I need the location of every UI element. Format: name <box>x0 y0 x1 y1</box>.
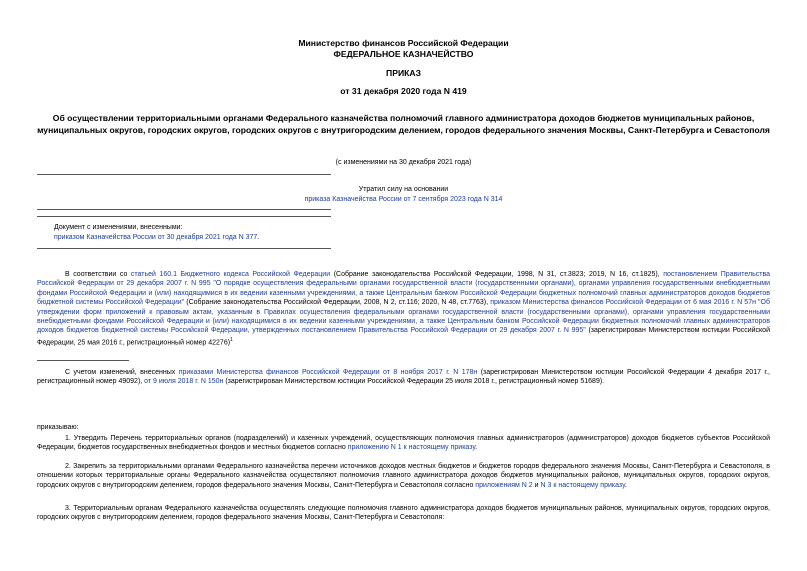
document-date-number: от 31 декабря 2020 года N 419 <box>340 86 467 96</box>
government-decree-link[interactable]: постановлением Правительства Российской Федерации от 29 декабря 2007 г. N 995 "О порядке осуществления федеральными органами государственной власти (государственными органами), органами управления государственными внебюджетными фондами Российской Федерации и (или) находящимися в их ведении казенными учреждениями, а также Центральным банком Российской Федерации бюджетных полномочий главных администраторов доходов бюджетов бюджетной системы Российской Федерации" <box>37 271 770 307</box>
order-word: приказываю: <box>37 424 79 431</box>
footnote-text: (зарегистрирован Министерством юстиции Российской Федерации 4 декабря 2017 г., регистрационный номер 49092), <box>37 369 770 386</box>
minfin-178n-link[interactable]: приказами Министерства финансов Российской Федерации от 8 ноября 2017 г. N 178н <box>178 369 478 376</box>
divider <box>37 216 331 217</box>
footnote-text: (зарегистрирован Министерством юстиции Российской Федерации 25 июля 2018 г., регистрационный номер 51689). <box>223 378 605 386</box>
invalid-notice: Утратил силу на основании <box>358 186 449 193</box>
document-type: ПРИКАЗ <box>386 68 421 78</box>
budget-code-link[interactable]: статьей 160.1 Бюджетного кодекса Российской Федерации <box>130 271 331 278</box>
changes-notice: Документ с изменениями, внесенными: <box>54 224 183 231</box>
agency-name: ФЕДЕРАЛЬНОЕ КАЗНАЧЕЙСТВО <box>333 49 474 59</box>
appendix-1-link[interactable]: приложению N 1 к настоящему приказу <box>347 444 476 452</box>
preamble-paragraph <box>37 270 770 348</box>
item-3 <box>37 504 770 523</box>
minfin-150n-link[interactable]: от 9 июля 2018 г. N 150н <box>144 378 224 386</box>
appendix-3-link[interactable]: N 3 к настоящему приказу <box>540 481 625 489</box>
item-text: 1. Утвердить Перечень территориальных органов (подразделений) и казенных учреждений, осуществляющих полномочия главных администраторов (администраторов) доходов бюджетов субъектов Российской Федерации, бюджетов государственных внебюджетных фондов и местных бюджетов согласно <box>37 435 770 452</box>
item-2 <box>37 462 770 490</box>
ministry-name: Министерство финансов Российской Федерации <box>298 38 509 48</box>
divider <box>37 209 331 210</box>
document-title: Об осуществлении территориальными органами Федерального казначейства полномочий главного администратора доходов бюджетов муниципальных районов, муниципальных округов, городских округов, городских округов с внутригородским делением, городов федерального значения Москвы, Санкт-Петербурга и Севастополя <box>37 113 770 135</box>
amending-order-link[interactable]: приказом Казначейства России от 30 декабря 2021 года N 377 <box>54 234 258 241</box>
divider <box>37 248 331 249</box>
item-1 <box>37 434 770 453</box>
footnote-ref: 1 <box>230 336 233 343</box>
item-text: и <box>532 481 541 489</box>
invalid-basis-link[interactable]: приказа Казначейства России от 7 сентября 2023 года N 314 <box>304 196 503 203</box>
preamble-text: (Собрание законодательства Российской Федерации, 1998, N 31, ст.3823; 2019, N 16, ст.1825), <box>330 271 664 278</box>
footnote-paragraph <box>37 368 770 387</box>
footnote-text: С учетом изменений, внесенных <box>65 369 179 376</box>
preamble-text: (Собрание законодательства Российской Федерации, 2008, N 2, ст.116; 2020, N 48, ст.7763), <box>184 299 491 307</box>
item-text: . <box>475 444 478 452</box>
preamble-text: (зарегистрирован Министерством юстиции Российской Федерации, 25 мая 2016 г., регистрационный номер 42276) <box>37 327 770 347</box>
changes-notice-link-row <box>54 233 354 242</box>
changes-notice-tail: . <box>257 234 260 241</box>
item-text: . <box>624 481 627 489</box>
invalid-notice-link-row <box>0 196 807 203</box>
item-text: 2. Закрепить за территориальными органами Федерального казначейства перечни источников доходов местных бюджетов и бюджетов городов федерального значения Москвы, Санкт-Петербурга и Севастополя, в отношении которых территориальные органы Федерального казначейства осуществляют полномочия главного администратора доходов бюджетов муниципальных районов, муниципальных округов, городских округов, городских округов с внутригородским делением, городов федерального значения Москвы, Санкт-Петербурга и Севастополя согласно <box>37 463 770 489</box>
preamble-text: В соответствии со <box>65 271 131 278</box>
divider <box>37 174 331 175</box>
footnote-divider <box>37 360 129 361</box>
minfin-order-link[interactable]: приказом Министерства финансов Российской Федерации от 6 мая 2016 г. N 57н "Об утверждении форм приложений к правовым актам, указанным в Правилах осуществления федеральными органами государственной власти (государственными органами), органами управления государственными внебюджетными фондами Российской Федерации и (или) находящимися в их ведении казенными учреждениями, а также Центральным банком Российской Федерации бюджетных полномочий главных администраторов доходов бюджетов бюджетной системы Российской Федерации, утвержденных постановлением Правительства Российской Федерации от 29 декабря 2007 г. N 995" <box>37 299 770 335</box>
amended-note: (с изменениями на 30 декабря 2021 года) <box>335 159 472 166</box>
item-text: 3. Территориальным органам Федерального казначейства осуществлять следующие полномочия главного администратора доходов бюджетов муниципальных районов, муниципальных округов, городских округов, городских округов с внутригородским делением, городов федерального значения Москвы, Санкт-Петербурга и Севастополя: <box>37 505 770 522</box>
appendix-2-link[interactable]: приложениям N 2 <box>475 481 533 489</box>
